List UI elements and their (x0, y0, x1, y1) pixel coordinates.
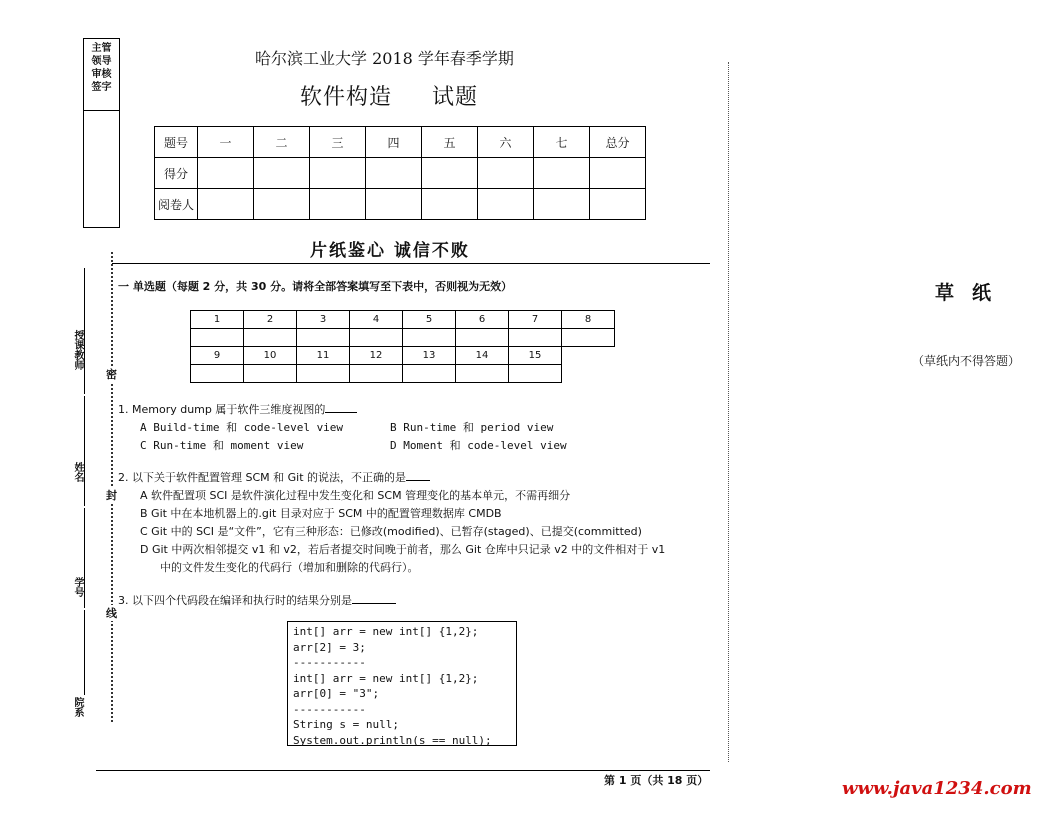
score-cell (198, 158, 254, 189)
question-2-option-c: C Git 中的 SCI 是“文件”，它有三种形态：已修改(modified)、已暂存(staged)、已提交(committed) (140, 525, 642, 538)
page-number: 第 1 页（共 18 页） (604, 774, 709, 787)
score-cell (310, 158, 366, 189)
answer-number: 1 (191, 311, 244, 329)
score-header-cell: 三 (310, 127, 366, 158)
question-2-option-d: D Git 中两次相邻提交 v1 和 v2，若后者提交时间晚于前者，那么 Git 仓库中只记录 v2 中的文件相对于 v1 (140, 543, 666, 556)
question-2-option-b: B Git 中在本地机器上的.git 目录对应于 SCM 中的配置管理数据库 CMDB (140, 507, 502, 520)
answer-blank[interactable] (244, 329, 297, 347)
answer-blank[interactable] (297, 329, 350, 347)
approval-box (83, 38, 120, 228)
question-1-option-b: B Run-time 和 period view (390, 421, 554, 434)
margin-separator (84, 396, 85, 506)
score-header-cell: 题号 (155, 127, 198, 158)
answer-blank-row (191, 329, 615, 347)
question-3-text: 3. 以下四个代码段在编译和执行时的结果分别是 (118, 594, 352, 607)
answer-blank-row (191, 365, 615, 383)
score-cell (422, 158, 478, 189)
answer-table (190, 310, 615, 383)
grader-row-label: 阅卷人 (155, 189, 198, 220)
answer-number: 9 (191, 347, 244, 365)
question-2 (118, 469, 430, 487)
score-row (155, 158, 646, 189)
grader-cell (422, 189, 478, 220)
answer-number-row (191, 347, 615, 365)
question-2-blank[interactable] (406, 470, 430, 481)
grader-cell (310, 189, 366, 220)
question-1 (118, 401, 357, 419)
integrity-motto: 片纸鉴心 诚信不败 (310, 241, 470, 261)
question-3-code: int[] arr = new int[] {1,2}; arr[2] = 3; ----------- int[] arr = new int[] {1,2}; arr[0] = "3"; ----------- String s = null; System.out.println(s == null); (287, 621, 517, 746)
question-2-text: 2. 以下关于软件配置管理 SCM 和 Git 的说法，不正确的是 (118, 471, 407, 484)
motto-divider (112, 263, 710, 264)
score-header-cell: 二 (254, 127, 310, 158)
answer-number: 15 (509, 347, 562, 365)
score-row-label: 得分 (155, 158, 198, 189)
score-header-cell: 一 (198, 127, 254, 158)
answer-blank[interactable] (350, 365, 403, 383)
name-label: 姓名 (72, 462, 83, 482)
answer-number-row (191, 311, 615, 329)
draft-paper-note: （草纸内不得答题） (912, 354, 1021, 368)
question-3 (118, 592, 396, 610)
grader-cell (534, 189, 590, 220)
grader-cell (478, 189, 534, 220)
grader-cell (254, 189, 310, 220)
fold-mark-close: 封 (106, 489, 117, 502)
score-cell (478, 158, 534, 189)
approval-label: 主管领导审核签字 (84, 39, 119, 111)
fold-mark-line: 线 (106, 607, 117, 620)
answer-blank[interactable] (191, 329, 244, 347)
grader-cell (366, 189, 422, 220)
score-header-cell: 七 (534, 127, 590, 158)
answer-blank[interactable] (509, 329, 562, 347)
answer-blank[interactable] (297, 365, 350, 383)
question-1-option-c: C Run-time 和 moment view (140, 439, 304, 452)
answer-number: 13 (403, 347, 456, 365)
score-header-cell: 总分 (590, 127, 646, 158)
fold-line-right (728, 62, 729, 762)
answer-number: 2 (244, 311, 297, 329)
answer-number: 11 (297, 347, 350, 365)
answer-number: 8 (562, 311, 615, 329)
margin-separator (84, 610, 85, 695)
score-header-cell: 四 (366, 127, 422, 158)
grader-row (155, 189, 646, 220)
score-cell (590, 158, 646, 189)
score-table (154, 126, 646, 220)
answer-blank[interactable] (244, 365, 297, 383)
answer-blank[interactable] (191, 365, 244, 383)
score-header-cell: 六 (478, 127, 534, 158)
score-cell (534, 158, 590, 189)
answer-number: 4 (350, 311, 403, 329)
answer-empty-cell (562, 365, 615, 383)
watermark: www.java1234.com (842, 778, 1032, 799)
score-header-row (155, 127, 646, 158)
answer-empty-cell (562, 347, 615, 365)
answer-blank[interactable] (456, 329, 509, 347)
student-id-label: 学号 (72, 577, 83, 597)
score-cell (366, 158, 422, 189)
fold-mark-seal: 密 (106, 368, 117, 381)
answer-blank[interactable] (350, 329, 403, 347)
grader-cell (590, 189, 646, 220)
question-1-option-d: D Moment 和 code-level view (390, 439, 567, 452)
answer-blank[interactable] (403, 365, 456, 383)
question-2-option-d-continued: 中的文件发生变化的代码行（增加和删除的代码行）。 (160, 561, 419, 574)
footer-divider (96, 770, 710, 771)
question-1-text: 1. Memory dump 属于软件三维度视图的 (118, 403, 326, 416)
question-2-option-a: A 软件配置项 SCI 是软件演化过程中发生变化和 SCM 管理变化的基本单元，不需再细分 (140, 489, 571, 502)
draft-paper-title: 草纸 (935, 282, 1010, 304)
section1-heading: 一 单选题（每题 2 分，共 30 分。请将全部答案填写至下表中，否则视为无效） (118, 280, 513, 293)
answer-number: 3 (297, 311, 350, 329)
question-3-blank[interactable] (352, 593, 396, 604)
teacher-label: 授课教师 (72, 330, 83, 370)
answer-blank[interactable] (509, 365, 562, 383)
answer-blank[interactable] (403, 329, 456, 347)
answer-number: 12 (350, 347, 403, 365)
answer-number: 14 (456, 347, 509, 365)
exam-title: 软件构造 试题 (300, 85, 478, 110)
answer-number: 7 (509, 311, 562, 329)
grader-cell (198, 189, 254, 220)
question-1-blank[interactable] (325, 402, 357, 413)
department-label: 院系 (72, 697, 83, 717)
answer-number: 6 (456, 311, 509, 329)
answer-number: 10 (244, 347, 297, 365)
answer-blank[interactable] (456, 365, 509, 383)
score-cell (254, 158, 310, 189)
answer-number: 5 (403, 311, 456, 329)
answer-blank[interactable] (562, 329, 615, 347)
university-title: 哈尔滨工业大学 2018 学年春季学期 (255, 49, 514, 68)
score-header-cell: 五 (422, 127, 478, 158)
question-1-option-a: A Build-time 和 code-level view (140, 421, 344, 434)
